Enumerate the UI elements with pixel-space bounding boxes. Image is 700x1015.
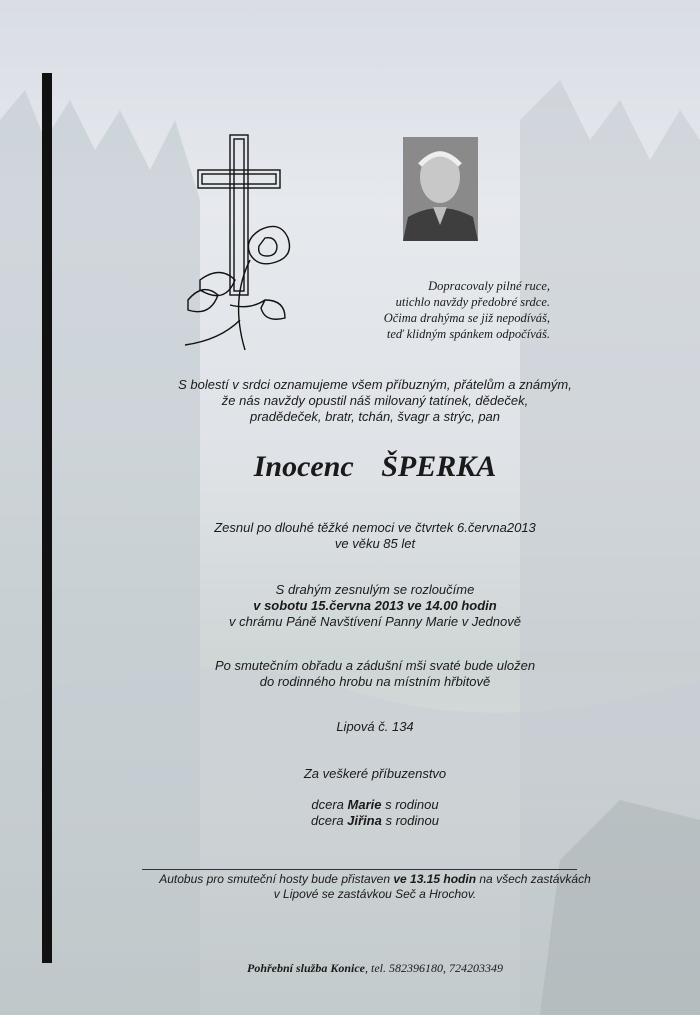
- burial-line: do rodinného hrobu na místním hřbitově: [259, 674, 491, 689]
- portrait-photo: [403, 137, 478, 241]
- company-phone: , tel. 582396180, 724203349: [365, 961, 504, 975]
- burial-info: [70, 658, 680, 690]
- family-heading: Za veškeré příbuzenstvo: [303, 766, 447, 781]
- farewell-place: v chrámu Páně Navštívení Panny Marie v Jednově: [229, 614, 521, 629]
- deceased-name: [70, 450, 680, 484]
- first-name: Inocenc: [253, 450, 354, 483]
- announcement-intro: [70, 377, 680, 425]
- death-info: [70, 520, 680, 552]
- poem-line: teď klidným spánkem odpočíváš.: [386, 327, 550, 341]
- family-member: dcera Jiřina s rodinou: [311, 813, 439, 828]
- death-line: Zesnul po dlouhé těžké nemoci ve čtvrtek 6.června2013: [214, 520, 536, 535]
- intro-line: že nás navždy opustil náš milovaný tatínek, dědeček,: [221, 393, 529, 408]
- bus-info: Autobus pro smuteční hosty bude přistaven ve 13.15 hodin na všech zastávkách v Lipové se zastávkou Seč a Hrochov.: [70, 872, 680, 902]
- funeral-service-footer: [70, 961, 680, 976]
- intro-line: pradědeček, bratr, tchán, švagr a strýc, pan: [249, 409, 501, 424]
- company-name: Pohřební služba Konice: [246, 961, 366, 975]
- divider: [142, 869, 577, 870]
- farewell-date: v sobotu 15.června 2013 ve 14.00 hodin: [253, 598, 497, 613]
- burial-line: Po smutečním obřadu a zádušní mši svaté bude uložen: [214, 658, 536, 673]
- last-name: ŠPERKA: [381, 450, 497, 483]
- farewell-info: [70, 582, 680, 630]
- poem: [330, 278, 550, 342]
- poem-line: Dopracovaly pilné ruce,: [428, 279, 550, 293]
- address: Lipová č. 134: [336, 719, 414, 734]
- family-list: [70, 797, 680, 829]
- bus-line: v Lipové se zastávkou Seč a Hrochov.: [273, 887, 477, 901]
- intro-line: S bolestí v srdci oznamujeme všem příbuzným, přátelům a známým,: [178, 377, 572, 392]
- poem-line: Očima drahýma se již nepodíváš,: [383, 311, 550, 325]
- mourning-bar: [42, 73, 52, 963]
- cross-with-rose-icon: [170, 130, 310, 360]
- poem-line: utichlo navždy předobré srdce.: [395, 295, 550, 309]
- farewell-line: S drahým zesnulým se rozloučíme: [275, 582, 475, 597]
- death-line: ve věku 85 let: [334, 536, 416, 551]
- family-member: dcera Marie s rodinou: [311, 797, 439, 812]
